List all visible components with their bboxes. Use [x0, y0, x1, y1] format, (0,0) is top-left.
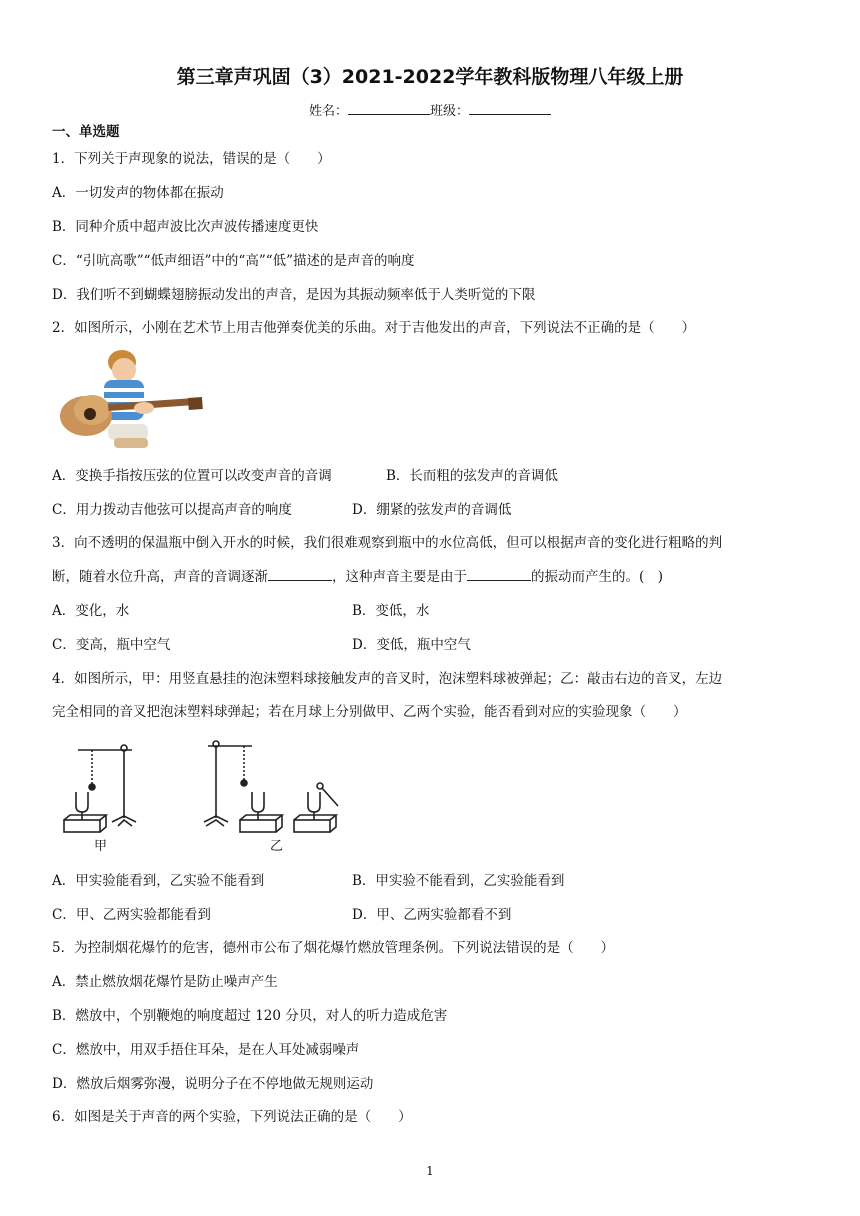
- label-yi: 乙: [270, 839, 284, 854]
- q5-stem: 5．为控制烟花爆竹的危害，德州市公布了烟花爆竹燃放管理条例。下列说法错误的是（ ）: [52, 940, 615, 956]
- student-info-line: [0, 100, 860, 119]
- q4-option-b: B．甲实验不能看到，乙实验能看到: [352, 873, 565, 889]
- q4-stem-line2: 完全相同的音叉把泡沫塑料球弹起；若在月球上分别做甲、乙两个实验，能否看到对应的实验现象（ ）: [52, 704, 687, 720]
- name-label: 姓名：: [308, 104, 348, 119]
- q1-option-c: C．“引吭高歌”“低声细语”中的“高”“低”描述的是声音的响度: [52, 253, 415, 269]
- page-title: 第三章声巩固（3）2021-2022学年教科版物理八年级上册: [176, 66, 684, 88]
- class-label: 班级：: [430, 104, 470, 119]
- page-number: 1: [426, 1164, 434, 1178]
- q3-option-c: C．变高，瓶中空气: [52, 637, 171, 653]
- q1-stem: 1．下列关于声现象的说法，错误的是（ ）: [52, 151, 331, 167]
- q3-blank-1[interactable]: [268, 568, 332, 581]
- q1-option-b: B．同种介质中超声波比次声波传播速度更快: [52, 219, 319, 235]
- q4-option-d: D．甲、乙两实验都看不到: [352, 907, 512, 923]
- q3-stem-part3: 的振动而产生的。( ): [531, 569, 664, 585]
- q4-stem-line1: 4．如图所示，甲：用竖直悬挂的泡沫塑料球接触发声的音叉时，泡沫塑料球被弹起；乙：敲击右边的音叉，左边: [52, 671, 723, 687]
- q3-stem-part1: 断，随着水位升高，声音的音调逐渐: [52, 569, 268, 585]
- label-jia: 甲: [94, 839, 108, 854]
- q2-stem: 2．如图所示，小刚在艺术节上用吉他弹奏优美的乐曲。对于吉他发出的声音，下列说法不正确的是（ ）: [52, 320, 696, 336]
- q3-stem-line1: 3．向不透明的保温瓶中倒入开水的时候，我们很难观察到瓶中的水位高低，但可以根据声音的变化进行粗略的判: [52, 535, 723, 551]
- q1-option-a: A．一切发声的物体都在振动: [52, 185, 224, 201]
- guitar-boy-figure: [52, 346, 204, 454]
- q3-blank-2[interactable]: [467, 568, 531, 581]
- q3-stem-part2: ，这种声音主要是由于: [332, 569, 467, 585]
- q6-stem: 6．如图是关于声音的两个实验，下列说法正确的是（ ）: [52, 1109, 412, 1125]
- q3-option-b: B．变低，水: [352, 603, 430, 619]
- q5-option-a: A．禁止燃放烟花爆竹是防止噪声产生: [52, 974, 278, 990]
- q3-option-d: D．变低，瓶中空气: [352, 637, 471, 653]
- q3-option-a: A．变化，水: [52, 603, 130, 619]
- q4-option-a: A．甲实验能看到，乙实验不能看到: [52, 873, 265, 889]
- q2-option-d: D．绷紧的弦发声的音调低: [352, 502, 512, 518]
- section-heading: 一、单选题: [52, 124, 120, 140]
- q5-option-b: B．燃放中，个别鞭炮的响度超过 120 分贝，对人的听力造成危害: [52, 1008, 448, 1024]
- q2-option-a: A．变换手指按压弦的位置可以改变声音的音调: [52, 468, 332, 484]
- q2-option-b: B．长而粗的弦发声的音调低: [386, 468, 558, 484]
- class-blank[interactable]: [469, 102, 551, 115]
- q4-option-c: C．甲、乙两实验都能看到: [52, 907, 211, 923]
- tuning-fork-experiment-figure: [56, 740, 346, 854]
- q3-stem-line2: [52, 568, 663, 586]
- q2-option-c: C．用力拨动吉他弦可以提高声音的响度: [52, 502, 292, 518]
- q5-option-c: C．燃放中，用双手捂住耳朵，是在人耳处减弱噪声: [52, 1042, 360, 1058]
- q1-option-d: D．我们听不到蝴蝶翅膀振动发出的声音，是因为其振动频率低于人类听觉的下限: [52, 287, 536, 303]
- q5-option-d: D．燃放后烟雾弥漫，说明分子在不停地做无规则运动: [52, 1076, 374, 1092]
- name-blank[interactable]: [348, 102, 430, 115]
